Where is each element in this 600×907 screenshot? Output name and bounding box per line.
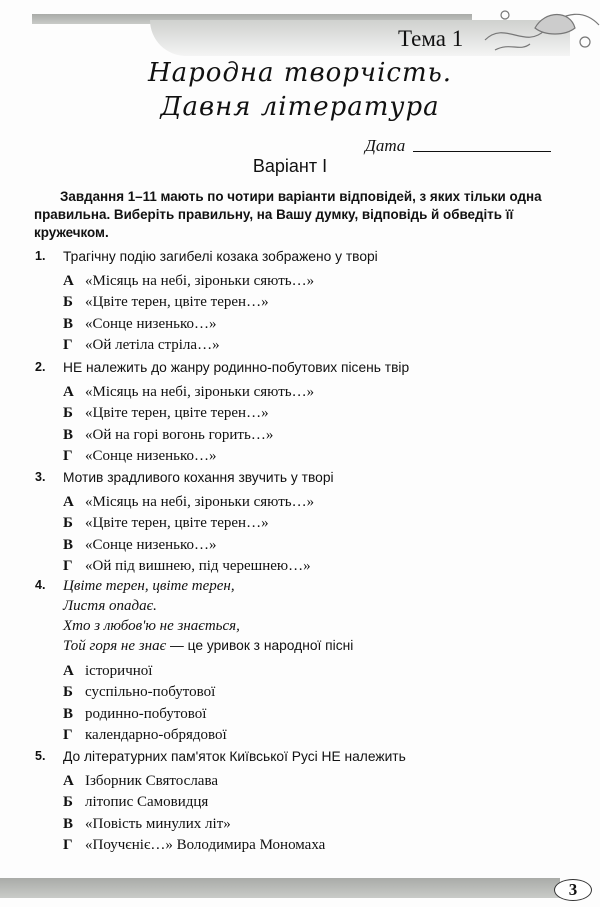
floral-ornament-icon bbox=[475, 0, 600, 56]
option-letter: Г bbox=[63, 726, 73, 743]
option-letter: А bbox=[63, 273, 74, 289]
option-text: «Сонце низенько…» bbox=[85, 315, 217, 332]
answer-option[interactable] bbox=[63, 382, 565, 403]
option-letter: А bbox=[63, 663, 74, 679]
date-field[interactable] bbox=[413, 151, 551, 152]
answer-option[interactable] bbox=[63, 535, 565, 556]
answer-option[interactable] bbox=[63, 704, 565, 725]
option-text: літопис Самовидця bbox=[85, 794, 209, 811]
answer-option[interactable] bbox=[63, 403, 565, 424]
answer-option[interactable] bbox=[63, 771, 565, 792]
verse-line: Хто з любов'ю не знається, bbox=[63, 618, 240, 634]
answer-option[interactable] bbox=[63, 792, 565, 813]
option-letter: Г bbox=[63, 447, 73, 464]
option-text: «Сонце низенько…» bbox=[85, 447, 217, 464]
variant-heading: Варіант I bbox=[252, 156, 328, 176]
option-letter: Б bbox=[63, 794, 73, 811]
option-letter: Б bbox=[63, 515, 73, 532]
option-text: «Повість минулих літ» bbox=[85, 815, 231, 832]
option-letter: Б bbox=[63, 294, 73, 311]
option-text: календарно-обрядової bbox=[85, 726, 227, 743]
page-title-line1: Народна творчість. bbox=[147, 58, 453, 88]
question bbox=[35, 247, 565, 356]
question-number: 4. bbox=[35, 578, 46, 592]
option-letter: А bbox=[63, 494, 74, 510]
option-letter: Г bbox=[63, 336, 73, 353]
option-text: «Цвіте терен, цвіте терен…» bbox=[85, 515, 269, 532]
option-text: історичної bbox=[85, 663, 153, 679]
option-letter: Б bbox=[63, 684, 73, 701]
question-text: Мотив зрадливого кохання звучить у творі bbox=[63, 470, 334, 485]
verse-line: Цвіте терен, цвіте терен, bbox=[63, 578, 235, 594]
option-text: «Сонце низенько…» bbox=[85, 536, 217, 553]
verse-line: Листя опадає. bbox=[63, 598, 157, 614]
answer-option[interactable] bbox=[63, 271, 565, 292]
option-letter: В bbox=[63, 705, 74, 722]
date-label: Дата bbox=[365, 136, 406, 155]
option-letter: В bbox=[63, 315, 74, 332]
option-text: родинно-побутової bbox=[85, 705, 207, 722]
question-text: Трагічну подію загибелі козака зображено у творі bbox=[63, 249, 378, 264]
answer-option[interactable] bbox=[63, 513, 565, 534]
answer-option[interactable] bbox=[63, 492, 565, 513]
option-letter: В bbox=[63, 815, 74, 832]
question bbox=[35, 358, 565, 467]
topic-label: Тема 1 bbox=[398, 26, 464, 51]
verse-line: Той горя не знає bbox=[63, 638, 167, 654]
question-number: 2. bbox=[35, 360, 46, 374]
question-text: — це уривок з народної пісні bbox=[166, 638, 354, 653]
option-text: суспільно-побутової bbox=[85, 684, 216, 701]
option-text: «Ой під вишнею, під черешнею…» bbox=[85, 557, 311, 574]
answer-option[interactable] bbox=[63, 661, 565, 682]
answer-option[interactable] bbox=[63, 425, 565, 446]
answer-option[interactable] bbox=[63, 814, 565, 835]
page-title-line2: Давня література bbox=[160, 92, 440, 122]
option-text: «Місяць на небі, зіроньки сяють…» bbox=[85, 273, 315, 289]
answer-option[interactable] bbox=[63, 446, 565, 467]
question bbox=[35, 576, 565, 746]
answer-option[interactable] bbox=[63, 292, 565, 313]
answer-option[interactable] bbox=[63, 682, 565, 703]
question-number: 1. bbox=[35, 249, 46, 263]
option-letter: А bbox=[63, 773, 74, 789]
question-text: НЕ належить до жанру родинно-побутових пісень твір bbox=[63, 360, 410, 375]
footer-band bbox=[0, 878, 560, 898]
option-letter: В bbox=[63, 536, 74, 553]
option-text: «Ой на горі вогонь горить…» bbox=[85, 426, 274, 443]
option-letter: Г bbox=[63, 557, 73, 574]
option-text: Ізборник Святослава bbox=[85, 773, 219, 789]
question-number: 3. bbox=[35, 470, 46, 484]
page-number: 3 bbox=[554, 879, 592, 901]
answer-option[interactable] bbox=[63, 835, 565, 856]
option-letter: В bbox=[63, 426, 74, 443]
instructions: Завдання 1–11 мають по чотири варіанти відповідей, з яких тільки одна правильна. Виберіть правильну, на Вашу думку, відповідь й обведіть її кружечком. bbox=[34, 189, 542, 240]
question-text: До літературних пам'яток Київської Русі НЕ належить bbox=[63, 749, 406, 764]
answer-option[interactable] bbox=[63, 725, 565, 746]
option-text: «Цвіте терен, цвіте терен…» bbox=[85, 294, 269, 311]
option-text: «Цвіте терен, цвіте терен…» bbox=[85, 405, 269, 422]
option-letter: Б bbox=[63, 405, 73, 422]
question-number: 5. bbox=[35, 749, 46, 763]
option-letter: А bbox=[63, 384, 74, 400]
question bbox=[35, 468, 565, 577]
option-text: «Ой летіла стріла…» bbox=[85, 336, 220, 353]
option-text: «Місяць на небі, зіроньки сяють…» bbox=[85, 384, 315, 400]
option-text: «Місяць на небі, зіроньки сяють…» bbox=[85, 494, 315, 510]
option-letter: Г bbox=[63, 836, 73, 853]
answer-option[interactable] bbox=[63, 556, 565, 577]
answer-option[interactable] bbox=[63, 314, 565, 335]
question bbox=[35, 747, 565, 856]
option-text: «Поучєніє…» Володимира Мономаха bbox=[85, 836, 326, 853]
answer-option[interactable] bbox=[63, 335, 565, 356]
